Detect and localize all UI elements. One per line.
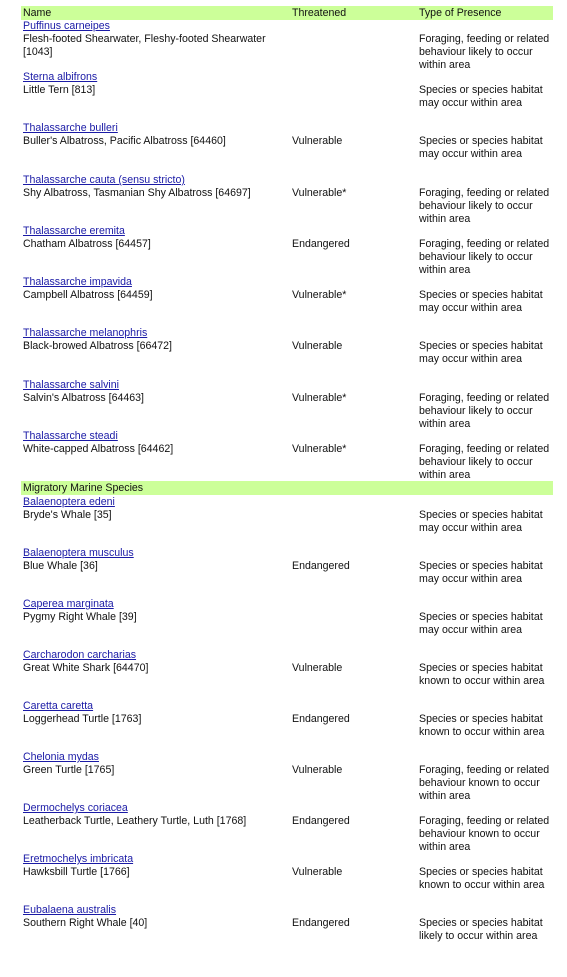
common-name: Shy Albatross, Tasmanian Shy Albatross [64697]: [23, 187, 251, 199]
species-link[interactable]: Caretta caretta: [23, 700, 94, 712]
presence-type: Species or species habitat known to occur within area: [419, 713, 545, 738]
common-name: Green Turtle [1765]: [23, 764, 115, 776]
list-item: [0, 122, 567, 173]
species-link[interactable]: Balaenoptera edeni: [23, 496, 115, 508]
threat-status: Vulnerable: [292, 340, 343, 352]
list-item: [0, 225, 567, 276]
common-name: Southern Right Whale [40]: [23, 917, 148, 929]
name-column-header: Name: [23, 7, 52, 19]
list-item: [0, 547, 567, 598]
list-item: [0, 276, 567, 327]
common-name: Buller's Albatross, Pacific Albatross [64460]: [23, 135, 226, 147]
common-name: Bryde's Whale [35]: [23, 509, 112, 521]
list-item: [0, 700, 567, 751]
presence-type: Foraging, feeding or related behaviour likely to occur within area: [419, 392, 550, 430]
common-name: Blue Whale [36]: [23, 560, 98, 572]
threat-status: Vulnerable*: [292, 289, 347, 301]
presence-column-header: Type of Presence: [419, 7, 502, 19]
species-link[interactable]: Thalassarche cauta (sensu stricto): [23, 174, 185, 186]
species-link[interactable]: Thalassarche melanophris: [23, 327, 148, 339]
common-name: Chatham Albatross [64457]: [23, 238, 151, 250]
presence-type: Species or species habitat may occur within area: [419, 611, 543, 636]
presence-type: Species or species habitat may occur within area: [419, 289, 543, 314]
list-item: [0, 20, 567, 71]
presence-type: Species or species habitat likely to occur within area: [419, 917, 543, 942]
list-item: [0, 379, 567, 430]
common-name: Hawksbill Turtle [1766]: [23, 866, 130, 878]
threat-status: Vulnerable*: [292, 392, 347, 404]
common-name: Great White Shark [64470]: [23, 662, 149, 674]
presence-type: Species or species habitat may occur within area: [419, 135, 543, 160]
list-item: [0, 496, 567, 547]
presence-type: Foraging, feeding or related behaviour known to occur within area: [419, 764, 550, 802]
list-item: [0, 327, 567, 378]
threat-status: Vulnerable: [292, 662, 343, 674]
presence-type: Species or species habitat known to occur within area: [419, 866, 545, 891]
species-link[interactable]: Thalassarche steadi: [23, 430, 118, 442]
presence-type: Species or species habitat may occur within area: [419, 340, 543, 365]
species-link[interactable]: Eretmochelys imbricata: [23, 853, 134, 865]
threat-status: Vulnerable*: [292, 443, 347, 455]
list-item: [0, 802, 567, 853]
common-name: Flesh-footed Shearwater, Fleshy-footed Shearwater [1043]: [23, 33, 266, 58]
common-name: Pygmy Right Whale [39]: [23, 611, 137, 623]
presence-type: Species or species habitat may occur within area: [419, 560, 543, 585]
species-link[interactable]: Thalassarche eremita: [23, 225, 125, 237]
table-header: [21, 6, 553, 20]
threat-status: Endangered: [292, 560, 350, 572]
presence-type: Species or species habitat known to occur within area: [419, 662, 545, 687]
presence-type: Species or species habitat may occur within area: [419, 509, 543, 534]
species-link[interactable]: Balaenoptera musculus: [23, 547, 134, 559]
list-item: [0, 751, 567, 802]
list-item: [0, 649, 567, 700]
threat-status: Endangered: [292, 238, 350, 250]
species-link[interactable]: Puffinus carneipes: [23, 20, 110, 32]
species-link[interactable]: Caperea marginata: [23, 598, 114, 610]
species-link[interactable]: Sterna albifrons: [23, 71, 98, 83]
species-link[interactable]: Eubalaena australis: [23, 904, 117, 916]
section-title: Migratory Marine Species: [23, 482, 144, 494]
species-link[interactable]: Thalassarche impavida: [23, 276, 132, 288]
threat-status: Vulnerable: [292, 866, 343, 878]
list-item: [0, 904, 567, 955]
common-name: Little Tern [813]: [23, 84, 96, 96]
list-item: [0, 853, 567, 904]
list-item: [0, 598, 567, 649]
threat-status: Endangered: [292, 713, 350, 725]
presence-type: Foraging, feeding or related behaviour likely to occur within area: [419, 187, 550, 225]
threat-status: Vulnerable: [292, 135, 343, 147]
section-header: [21, 481, 553, 495]
presence-type: Foraging, feeding or related behaviour likely to occur within area: [419, 443, 550, 481]
species-link[interactable]: Thalassarche salvini: [23, 379, 119, 391]
list-item: [0, 174, 567, 225]
common-name: Salvin's Albatross [64463]: [23, 392, 144, 404]
common-name: Loggerhead Turtle [1763]: [23, 713, 142, 725]
species-link[interactable]: Carcharodon carcharias: [23, 649, 137, 661]
list-item: [0, 430, 567, 481]
presence-type: Species or species habitat may occur within area: [419, 84, 543, 109]
threat-status: Endangered: [292, 917, 350, 929]
threat-status: Vulnerable*: [292, 187, 347, 199]
list-item: [0, 71, 567, 122]
common-name: Black-browed Albatross [66472]: [23, 340, 172, 352]
threat-status: Endangered: [292, 815, 350, 827]
species-link[interactable]: Dermochelys coriacea: [23, 802, 128, 814]
species-link[interactable]: Thalassarche bulleri: [23, 122, 118, 134]
presence-type: Foraging, feeding or related behaviour likely to occur within area: [419, 238, 550, 276]
presence-type: Foraging, feeding or related behaviour known to occur within area: [419, 815, 550, 853]
threat-status: Vulnerable: [292, 764, 343, 776]
threatened-column-header: Threatened: [292, 7, 347, 19]
presence-type: Foraging, feeding or related behaviour likely to occur within area: [419, 33, 550, 71]
common-name: Leatherback Turtle, Leathery Turtle, Luth [1768]: [23, 815, 247, 827]
common-name: Campbell Albatross [64459]: [23, 289, 153, 301]
common-name: White-capped Albatross [64462]: [23, 443, 174, 455]
species-link[interactable]: Chelonia mydas: [23, 751, 99, 763]
